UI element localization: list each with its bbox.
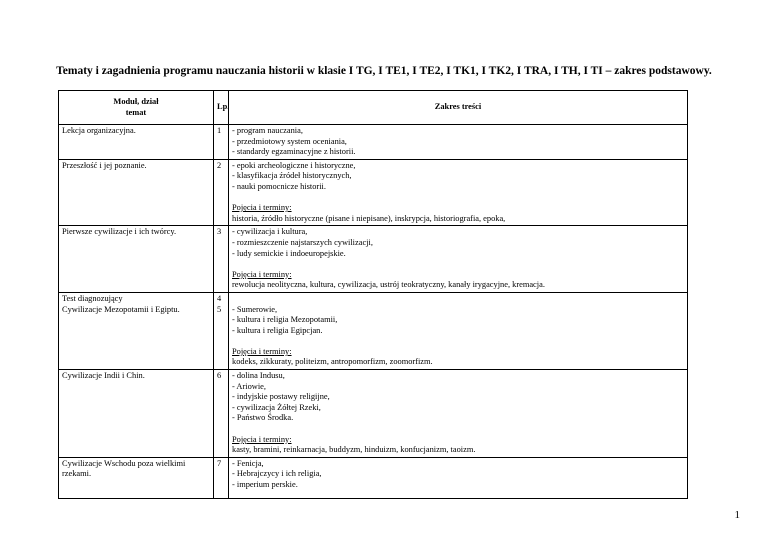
cell-zakres [229, 457, 688, 498]
document-title: Tematy i zagadnienia programu nauczania historii w klasie I TG, I TE1, I TE2, I TK1, I TK2, I TRA, I TH, I TI – zakres podstawowy. [56, 65, 712, 77]
table-row [59, 159, 688, 226]
zakres-line: - nauki pomocnicze historii. [232, 181, 326, 191]
lp-line: 4 [217, 293, 222, 303]
zakres-line: - Hebrajczycy i ich religia, [232, 469, 322, 479]
cell-modul: Lekcja organizacyjna. [59, 125, 214, 160]
zakres-line: - imperium perskie. [232, 480, 298, 489]
cell-zakres [229, 159, 688, 226]
zakres-line: - kultura i religia Mezopotamii, [232, 315, 338, 325]
cell-zakres [229, 292, 688, 369]
cell-lp: 6 [214, 370, 229, 458]
cell-modul: Cywilizacje Wschodu poza wielkimi rzekami. [59, 457, 214, 498]
header-zakres: Zakres treści [229, 91, 688, 125]
curriculum-table [58, 90, 688, 499]
cell-lp: 1 [214, 125, 229, 160]
header-modul-line1: Moduł, dział [113, 96, 159, 106]
table-row [59, 125, 688, 160]
pojecia-text: kodeks, zikkuraty, politeizm, antropomorfizm, zoomorfizm. [232, 357, 433, 367]
pojecia-label: Pojęcia i terminy: [232, 346, 292, 356]
cell-modul: Cywilizacje Indii i Chin. [59, 370, 214, 458]
zakres-line: - program nauczania, [232, 126, 303, 135]
zakres-line: - Sumerowie, [232, 304, 278, 314]
zakres-line: - ludy semickie i indoeuropejskie. [232, 248, 346, 258]
cell-modul: Pierwsze cywilizacje i ich twórcy. [59, 226, 214, 293]
cell-zakres [229, 125, 688, 160]
cell-lp: 2 [214, 159, 229, 226]
zakres-line: - klasyfikacja źródeł historycznych, [232, 171, 352, 181]
table-row [59, 370, 688, 458]
pojecia-text: kasty, bramini, reinkarnacja, buddyzm, hinduizm, konfucjanizm, taoizm. [232, 445, 476, 455]
pojecia-label: Pojęcia i terminy: [232, 203, 292, 213]
pojecia-text: rewolucja neolityczna, kultura, cywilizacja, ustrój teokratyczny, kanały irygacyjne, kremacja. [232, 280, 545, 290]
zakres-line: - przedmiotowy system oceniania, [232, 136, 347, 146]
modul-line: Test diagnozujący [62, 293, 123, 303]
pojecia-label: Pojęcia i terminy: [232, 434, 292, 444]
cell-modul [59, 292, 214, 369]
table-row [59, 457, 688, 498]
zakres-line: - rozmieszczenie najstarszych cywilizacji, [232, 237, 373, 247]
pojecia-label: Pojęcia i terminy: [232, 269, 292, 279]
zakres-line: - cywilizacja Żółtej Rzeki, [232, 402, 321, 412]
header-modul [59, 91, 214, 125]
table-row [59, 292, 688, 369]
zakres-line: - Fenicja, [232, 458, 264, 468]
cell-zakres [229, 226, 688, 293]
zakres-line: - Ariowie, [232, 381, 266, 391]
zakres-line: - Państwo Środka. [232, 413, 294, 423]
page-number: 1 [734, 509, 740, 521]
zakres-line: - kultura i religia Egipcjan. [232, 325, 323, 335]
zakres-line: - dolina Indusu, [232, 371, 285, 381]
zakres-line: - cywilizacja i kultura, [232, 227, 308, 237]
zakres-line: - epoki archeologiczne i historyczne, [232, 160, 356, 170]
cell-lp [214, 292, 229, 369]
zakres-line: - standardy egzaminacyjne z historii. [232, 147, 356, 157]
cell-lp: 7 [214, 457, 229, 498]
cell-zakres [229, 370, 688, 458]
zakres-line: - indyjskie postawy religijne, [232, 392, 330, 402]
table-header-row [59, 91, 688, 125]
cell-lp: 3 [214, 226, 229, 293]
cell-modul: Przeszłość i jej poznanie. [59, 159, 214, 226]
table-row [59, 226, 688, 293]
header-lp: Lp. [214, 91, 229, 125]
pojecia-text: historia, źródło historyczne (pisane i niepisane), inskrypcja, historiografia, epoka, [232, 213, 506, 223]
lp-line: 5 [217, 304, 222, 314]
header-modul-line2: temat [125, 107, 147, 117]
modul-line: Cywilizacje Mezopotamii i Egiptu. [62, 304, 180, 314]
